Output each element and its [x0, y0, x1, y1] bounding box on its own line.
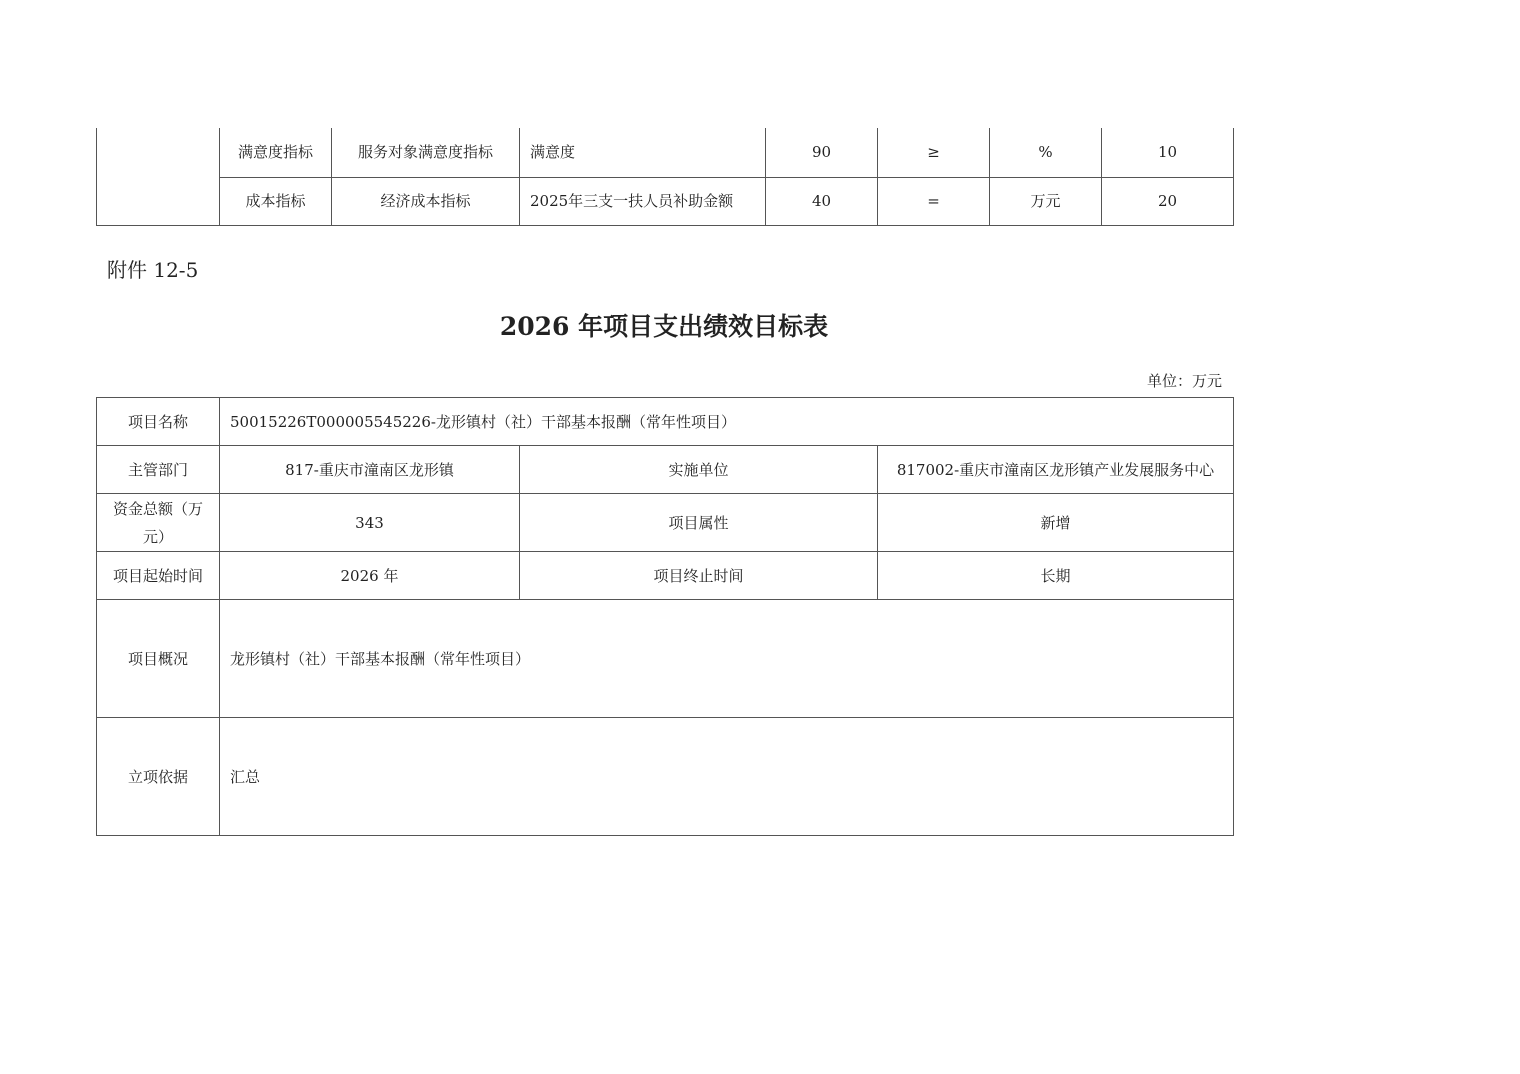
- impl-unit-label: 实施单位: [520, 446, 878, 494]
- fund-total-value: 343: [220, 494, 520, 552]
- indicator-value: 40: [766, 177, 878, 225]
- indicator-category: 成本指标: [220, 177, 332, 225]
- basis-value: 汇总: [220, 718, 1234, 836]
- overview-value: 龙形镇村（社）干部基本报酬（常年性项目）: [220, 600, 1234, 718]
- end-time-label: 项目终止时间: [520, 552, 878, 600]
- indicator-weight: 10: [1102, 128, 1234, 177]
- table-row: [97, 177, 1234, 225]
- table-row: [97, 446, 1234, 494]
- table-row: [97, 600, 1234, 718]
- indicator-category: 满意度指标: [220, 128, 332, 177]
- indicator-value: 90: [766, 128, 878, 177]
- indicator-weight: 20: [1102, 177, 1234, 225]
- indicator-unit: %: [990, 128, 1102, 177]
- attachment-label: 附件 12-5: [107, 258, 199, 282]
- indicator-name: 2025年三支一扶人员补助金额: [520, 177, 766, 225]
- table-row: [97, 128, 1234, 177]
- empty-group-cell: [97, 128, 220, 225]
- indicator-operator: =: [878, 177, 990, 225]
- basis-label: 立项依据: [97, 718, 220, 836]
- dept-label: 主管部门: [97, 446, 220, 494]
- unit-note: 单位：万元: [1146, 372, 1222, 390]
- fund-total-label: 资金总额（万元）: [97, 494, 220, 552]
- indicator-operator: ≥: [878, 128, 990, 177]
- project-attr-value: 新增: [878, 494, 1234, 552]
- indicator-unit: 万元: [990, 177, 1102, 225]
- indicator-subcategory: 经济成本指标: [332, 177, 520, 225]
- end-time-value: 长期: [878, 552, 1234, 600]
- start-time-value: 2026 年: [220, 552, 520, 600]
- performance-target-table: [96, 397, 1234, 836]
- table-row: [97, 494, 1234, 552]
- project-name-label: 项目名称: [97, 398, 220, 446]
- indicator-subcategory: 服务对象满意度指标: [332, 128, 520, 177]
- table-row: [97, 398, 1234, 446]
- start-time-label: 项目起始时间: [97, 552, 220, 600]
- overview-label: 项目概况: [97, 600, 220, 718]
- indicator-name: 满意度: [520, 128, 766, 177]
- page-title: 2026 年项目支出绩效目标表: [499, 312, 829, 341]
- project-name-value: 50015226T000005545226-龙形镇村（社）干部基本报酬（常年性项目）: [220, 398, 1234, 446]
- previous-indicator-table: [96, 128, 1234, 226]
- table-row: [97, 718, 1234, 836]
- table-row: [97, 552, 1234, 600]
- impl-unit-value: 817002-重庆市潼南区龙形镇产业发展服务中心: [878, 446, 1234, 494]
- dept-value: 817-重庆市潼南区龙形镇: [220, 446, 520, 494]
- project-attr-label: 项目属性: [520, 494, 878, 552]
